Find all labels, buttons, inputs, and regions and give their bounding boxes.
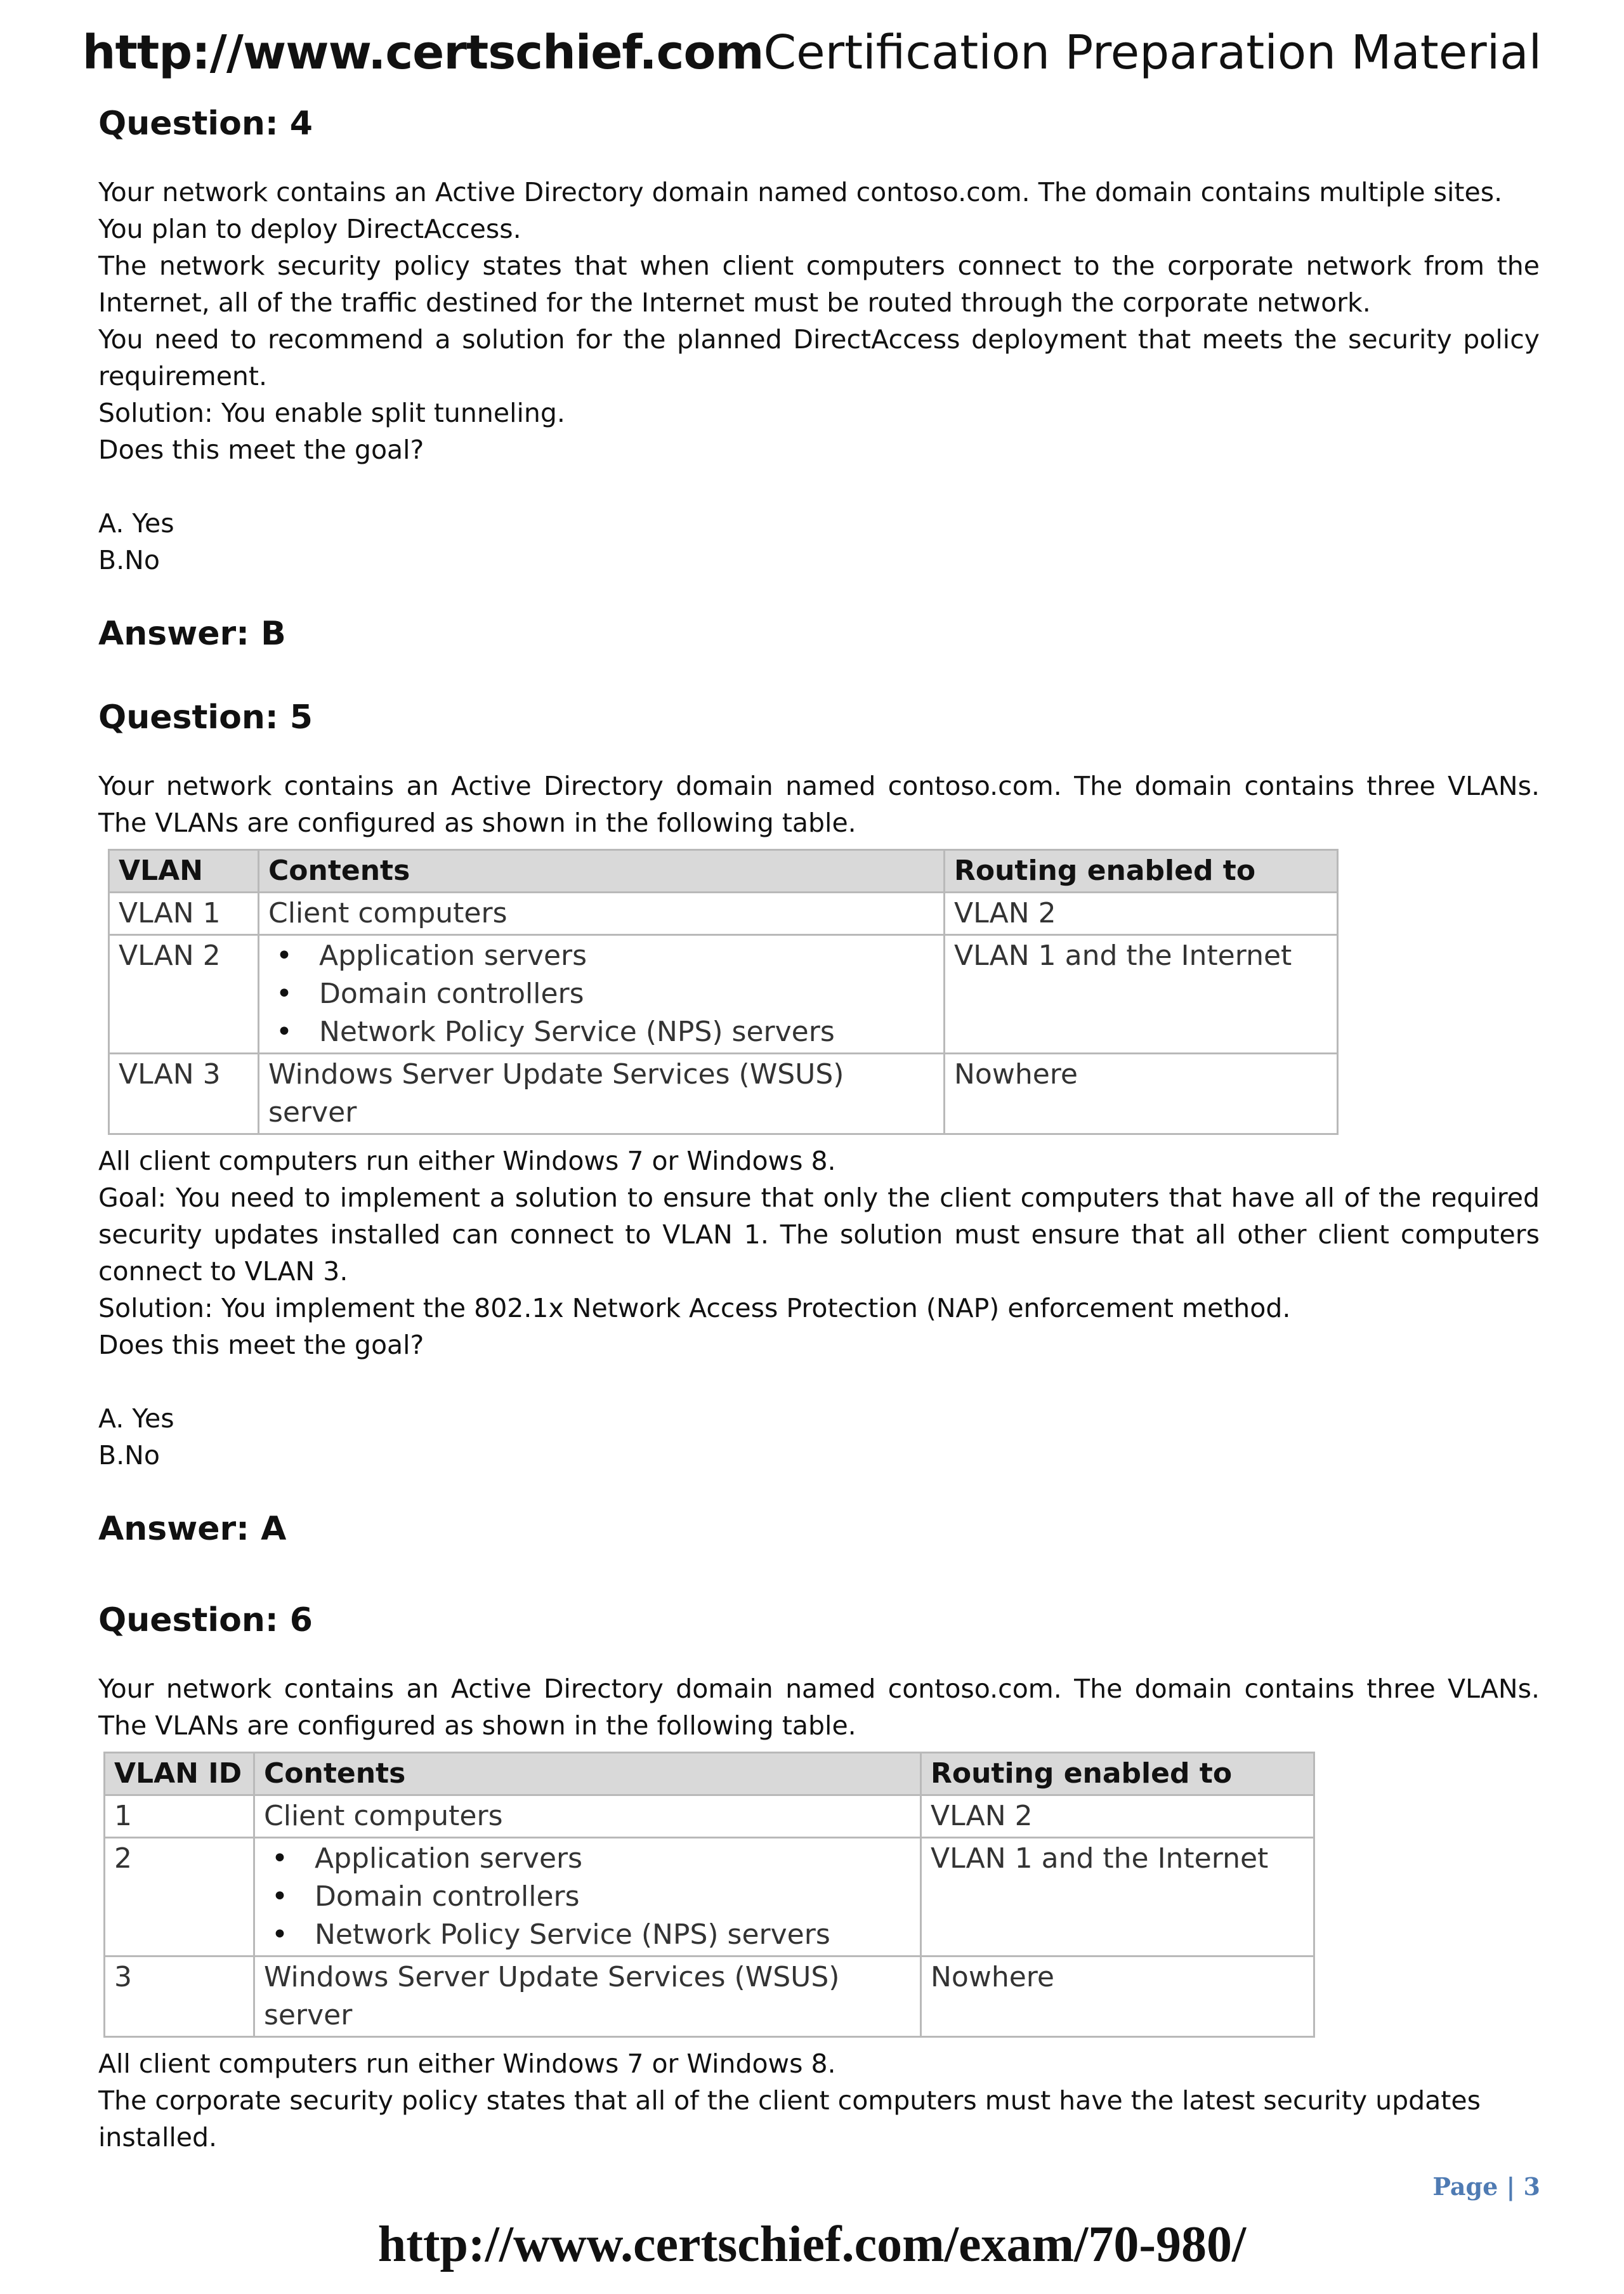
vlan-id-cell: VLAN 1 xyxy=(109,893,259,935)
option-b: B.No xyxy=(98,1440,160,1471)
list-item: • Domain controllers xyxy=(264,1878,911,1916)
routing-cell: Nowhere xyxy=(921,1956,1314,2037)
table-row xyxy=(109,935,1338,1054)
vlan-id-cell: VLAN 2 xyxy=(109,935,259,1054)
table-row xyxy=(109,1054,1338,1134)
routing-cell: VLAN 2 xyxy=(921,1795,1314,1838)
question-6-paragraph: The corporate security policy states that all of the client computers must have the latest security updates installed. xyxy=(98,2085,1481,2153)
list-item: • Network Policy Service (NPS) servers xyxy=(268,1013,934,1051)
question-4-paragraph: You need to recommend a solution for the planned DirectAccess deployment that meets the security policy requirement. xyxy=(98,324,1540,391)
table-row xyxy=(105,1838,1314,1956)
question-6-title: Question: 6 xyxy=(98,1601,313,1639)
contents-cell: Client computers xyxy=(259,893,945,935)
question-4-title: Question: 4 xyxy=(98,105,313,143)
routing-cell: VLAN 2 xyxy=(945,893,1338,935)
question-6-paragraph: All client computers run either Windows 7 or Windows 8. xyxy=(98,2048,836,2079)
table-header-cell: Routing enabled to xyxy=(921,1753,1314,1795)
routing-cell: Nowhere xyxy=(945,1054,1338,1134)
question-5-answer: Answer: A xyxy=(98,1510,287,1548)
question-5-paragraph: All client computers run either Windows 7 or Windows 8. xyxy=(98,1146,836,1176)
table-header-row xyxy=(109,850,1338,893)
vlan-table xyxy=(108,849,1339,1135)
contents-cell: Client computers xyxy=(254,1795,921,1838)
option-b: B.No xyxy=(98,545,160,575)
question-4-paragraph: The network security policy states that when client computers connect to the corporate network from the Internet, all of the traffic destined for the Internet must be routed through the corporate network. xyxy=(98,251,1540,318)
question-5-intro: Your network contains an Active Directory domain named contoso.com. The domain contains three VLANs. The VLANs are configured as shown in the following table. xyxy=(98,771,1540,838)
question-5-paragraph: Solution: You implement the 802.1x Network Access Protection (NAP) enforcement method. xyxy=(98,1293,1291,1323)
list-item: • Domain controllers xyxy=(268,975,934,1013)
page-content xyxy=(98,95,1540,2156)
question-5-paragraph: Goal: You need to implement a solution to ensure that only the client computers that have all of the required security updates installed can connect to VLAN 1. The solution must ensure that all other client computers connect to VLAN 3. xyxy=(98,1183,1540,1287)
footer-url[interactable]: http://www.certschief.com/exam/70-980/ xyxy=(377,2217,1247,2272)
contents-cell: Windows Server Update Services (WSUS) server xyxy=(259,1054,945,1134)
table-header-row xyxy=(105,1753,1314,1795)
table-header-cell: Contents xyxy=(254,1753,921,1795)
vlan-id-cell: 3 xyxy=(105,1956,254,2037)
vlan-id-table xyxy=(103,1752,1315,2038)
table-header-cell: Contents xyxy=(259,850,945,893)
question-5-options xyxy=(98,1400,1540,1474)
routing-cell: VLAN 1 and the Internet xyxy=(921,1838,1314,1956)
option-a: A. Yes xyxy=(98,508,174,539)
question-4-answer: Answer: B xyxy=(98,615,286,653)
option-a: A. Yes xyxy=(98,1403,174,1434)
vlan-id-cell: 2 xyxy=(105,1838,254,1956)
question-4-paragraph: Solution: You enable split tunneling. xyxy=(98,398,565,428)
contents-bullet-list xyxy=(264,1840,911,1954)
contents-cell xyxy=(259,935,945,1054)
question-4-options xyxy=(98,505,1540,579)
question-4-paragraph: Does this meet the goal? xyxy=(98,435,424,465)
page-number: Page | 3 xyxy=(1432,2172,1540,2201)
list-item: • Network Policy Service (NPS) servers xyxy=(264,1916,911,1954)
header-site-url: http://www.certschief.com xyxy=(82,25,764,80)
header-tagline: Certification Preparation Material xyxy=(763,25,1542,80)
table-row xyxy=(109,893,1338,935)
list-item: • Application servers xyxy=(264,1840,911,1878)
contents-cell xyxy=(254,1838,921,1956)
question-5-paragraph: Does this meet the goal? xyxy=(98,1330,424,1360)
vlan-id-cell: 1 xyxy=(105,1795,254,1838)
list-item: • Application servers xyxy=(268,937,934,975)
page-header xyxy=(0,24,1624,81)
table-header-cell: VLAN xyxy=(109,850,259,893)
question-6-intro: Your network contains an Active Directory domain named contoso.com. The domain contains three VLANs. The VLANs are configured as shown in the following table. xyxy=(98,1674,1540,1741)
table-header-cell: VLAN ID xyxy=(105,1753,254,1795)
table-header-cell: Routing enabled to xyxy=(945,850,1338,893)
question-4-paragraph: Your network contains an Active Directory domain named contoso.com. The domain contains multiple sites. xyxy=(98,177,1503,207)
contents-cell: Windows Server Update Services (WSUS) server xyxy=(254,1956,921,2037)
question-5-title: Question: 5 xyxy=(98,698,313,737)
table-row xyxy=(105,1795,1314,1838)
routing-cell: VLAN 1 and the Internet xyxy=(945,935,1338,1054)
vlan-id-cell: VLAN 3 xyxy=(109,1054,259,1134)
question-4-paragraph: You plan to deploy DirectAccess. xyxy=(98,214,521,244)
table-row xyxy=(105,1956,1314,2037)
contents-bullet-list xyxy=(268,937,934,1051)
